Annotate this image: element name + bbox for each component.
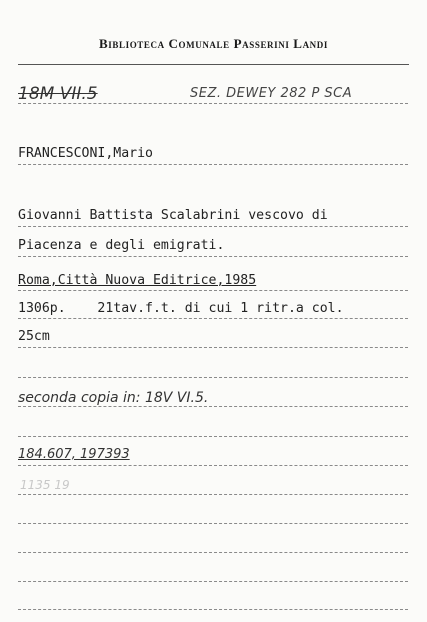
ruled-line <box>18 290 408 291</box>
ruled-line <box>18 494 408 495</box>
ruled-line <box>18 523 408 524</box>
dimensions-line: 25cm <box>18 329 50 344</box>
ruled-line <box>18 226 408 227</box>
physical-description: 1306p. 21tav.f.t. di cui 1 ritr.a col. <box>18 301 344 316</box>
ruled-line <box>18 552 408 553</box>
dewey-classification: SEZ. DEWEY 282 P SCA <box>190 86 353 101</box>
imprint-line: Roma,Città Nuova Editrice,1985 <box>18 273 257 288</box>
erased-inventory: 1135 19 <box>20 478 70 492</box>
title-line-2: Piacenza e degli emigrati. <box>18 238 225 253</box>
second-copy-note: seconda copia in: 18V VI.5. <box>18 390 209 406</box>
ruled-line <box>18 256 408 257</box>
ruled-line <box>18 318 408 319</box>
library-header: Biblioteca Comunale Passerini Landi <box>99 36 328 51</box>
author-line: FRANCESCONI,Mario <box>18 146 153 161</box>
shelfmark <box>18 84 98 104</box>
ruled-line <box>18 406 408 407</box>
ruled-line <box>18 103 408 104</box>
ruled-line <box>18 377 408 378</box>
inventory-numbers: 184.607, 197393 <box>18 447 130 462</box>
ruled-line <box>18 436 408 437</box>
ruled-line <box>18 581 408 582</box>
header-divider <box>18 64 409 65</box>
shelfmark-text: 18M VII.5 <box>18 84 98 104</box>
ruled-line <box>18 465 408 466</box>
ruled-line <box>18 609 408 610</box>
ruled-line <box>18 164 408 165</box>
ruled-line <box>18 347 408 348</box>
title-line-1: Giovanni Battista Scalabrini vescovo di <box>18 208 328 223</box>
